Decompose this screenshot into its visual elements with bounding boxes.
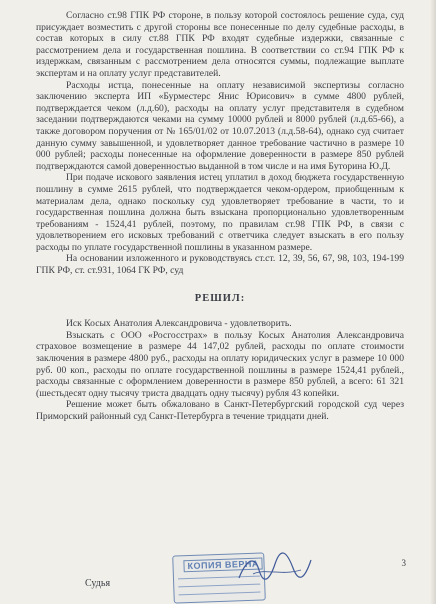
- handwritten-signature: [235, 548, 315, 588]
- decision-appeal: Решение может быть обжаловано в Санкт-Петербургский городской суд через Приморский районный суд Санкт-Петербурга в течение тридцати дней.: [36, 399, 404, 422]
- paragraph-costs-law: Согласно ст.98 ГПК РФ стороне, в пользу которой состоялось решение суда, суд присуждает возместить с другой стороны все понесенные по делу судебные расходы, в состав которых в силу ст.88 ГПК РФ входят судебные издержки, связанные с рассмотрением дела и государственная пошлина. В соответствии со ст.94 ГПК РФ к издержкам, связанным с рассмотрением дела относятся суммы, подлежащие выплате экспертам и на оплату услуг представителей.: [36, 10, 404, 79]
- stamp-title: КОПИЯ ВЕРНА: [183, 557, 263, 572]
- signature-block: [85, 558, 385, 598]
- document-body: [36, 10, 404, 423]
- stamp-line: [179, 592, 261, 596]
- paragraph-legal-basis: На основании изложенного и руководствуясь ст.ст. 12, 39, 56, 67, 98, 103, 194-199 ГПК РФ, ст. ст.931, 1064 ГК РФ, суд: [36, 253, 404, 277]
- decision-heading: РЕШИЛ:: [194, 292, 246, 304]
- decision-recovery: Взыскать с ООО «Росгосстрах» в пользу Косых Анатолия Александровича страховое возмещение в размере 44 147,02 рублей, расходы по оплате стоимости заключения в размере 4800 руб., расходы на оплату юридических услуг в размере 10 000 руб. 00 коп., расходы по оплате государственной пошлины в размере 1524,41 рублей., расходы связанные с оформлением доверенности в размере 850 рублей, а всего: 61 321 (шестьдесят одну тысячу триста двадцать одну тысячу) рубля 43 копейки.: [36, 329, 404, 399]
- paragraph-state-duty: При подаче искового заявления истец уплатил в доход бюджета государственную пошлину в сумме 2615 рублей, что подтверждается чеком-ордером, приобщенным к материалам дела, однако поскольку суд удовлетворяет требование в части, то и государственная пошлина должна быть взыскана пропорционально удовлетворенным требованиям - 1524,41 рублей, поэтому, по правилам ст.98 ГПК РФ, в связи с удовлетворением его исковых требований с ответчика следует взыскать в его пользу расходы по уплате государственной пошлины в указанном размере.: [36, 172, 404, 253]
- paragraph-expert-costs: Расходы истца, понесенные на оплату независимой экспертизы согласно заключению эксперта ИП «Бурместерс Янис Юрисович» в сумме 4800 рублей, подтверждается чеком (л.д.60), расходы на оплату услуг представителя в судебном заседании подтверждаются чеками на сумму 10000 рублей и 8000 рублей (л.д.65-66), а также договором поручения от № 165/01/02 от 10.07.2013 (л.д.58-64), однако суд считает данную сумму завышенной, и удовлетворяет данное требование частично в размере 10 000 рублей; расходы понесенные на оформление доверенности в размере 850 рублей подтверждаются самой доверенностью выданной в том числе и на имя Буторина Ю.Д.: [36, 79, 404, 172]
- judge-label: Судья: [85, 578, 111, 589]
- decision-claim-granted: Иск Косых Анатолия Александровича - удовлетворить.: [66, 318, 292, 330]
- page-number: 3: [401, 558, 406, 568]
- page-edge-shadow: [430, 0, 436, 604]
